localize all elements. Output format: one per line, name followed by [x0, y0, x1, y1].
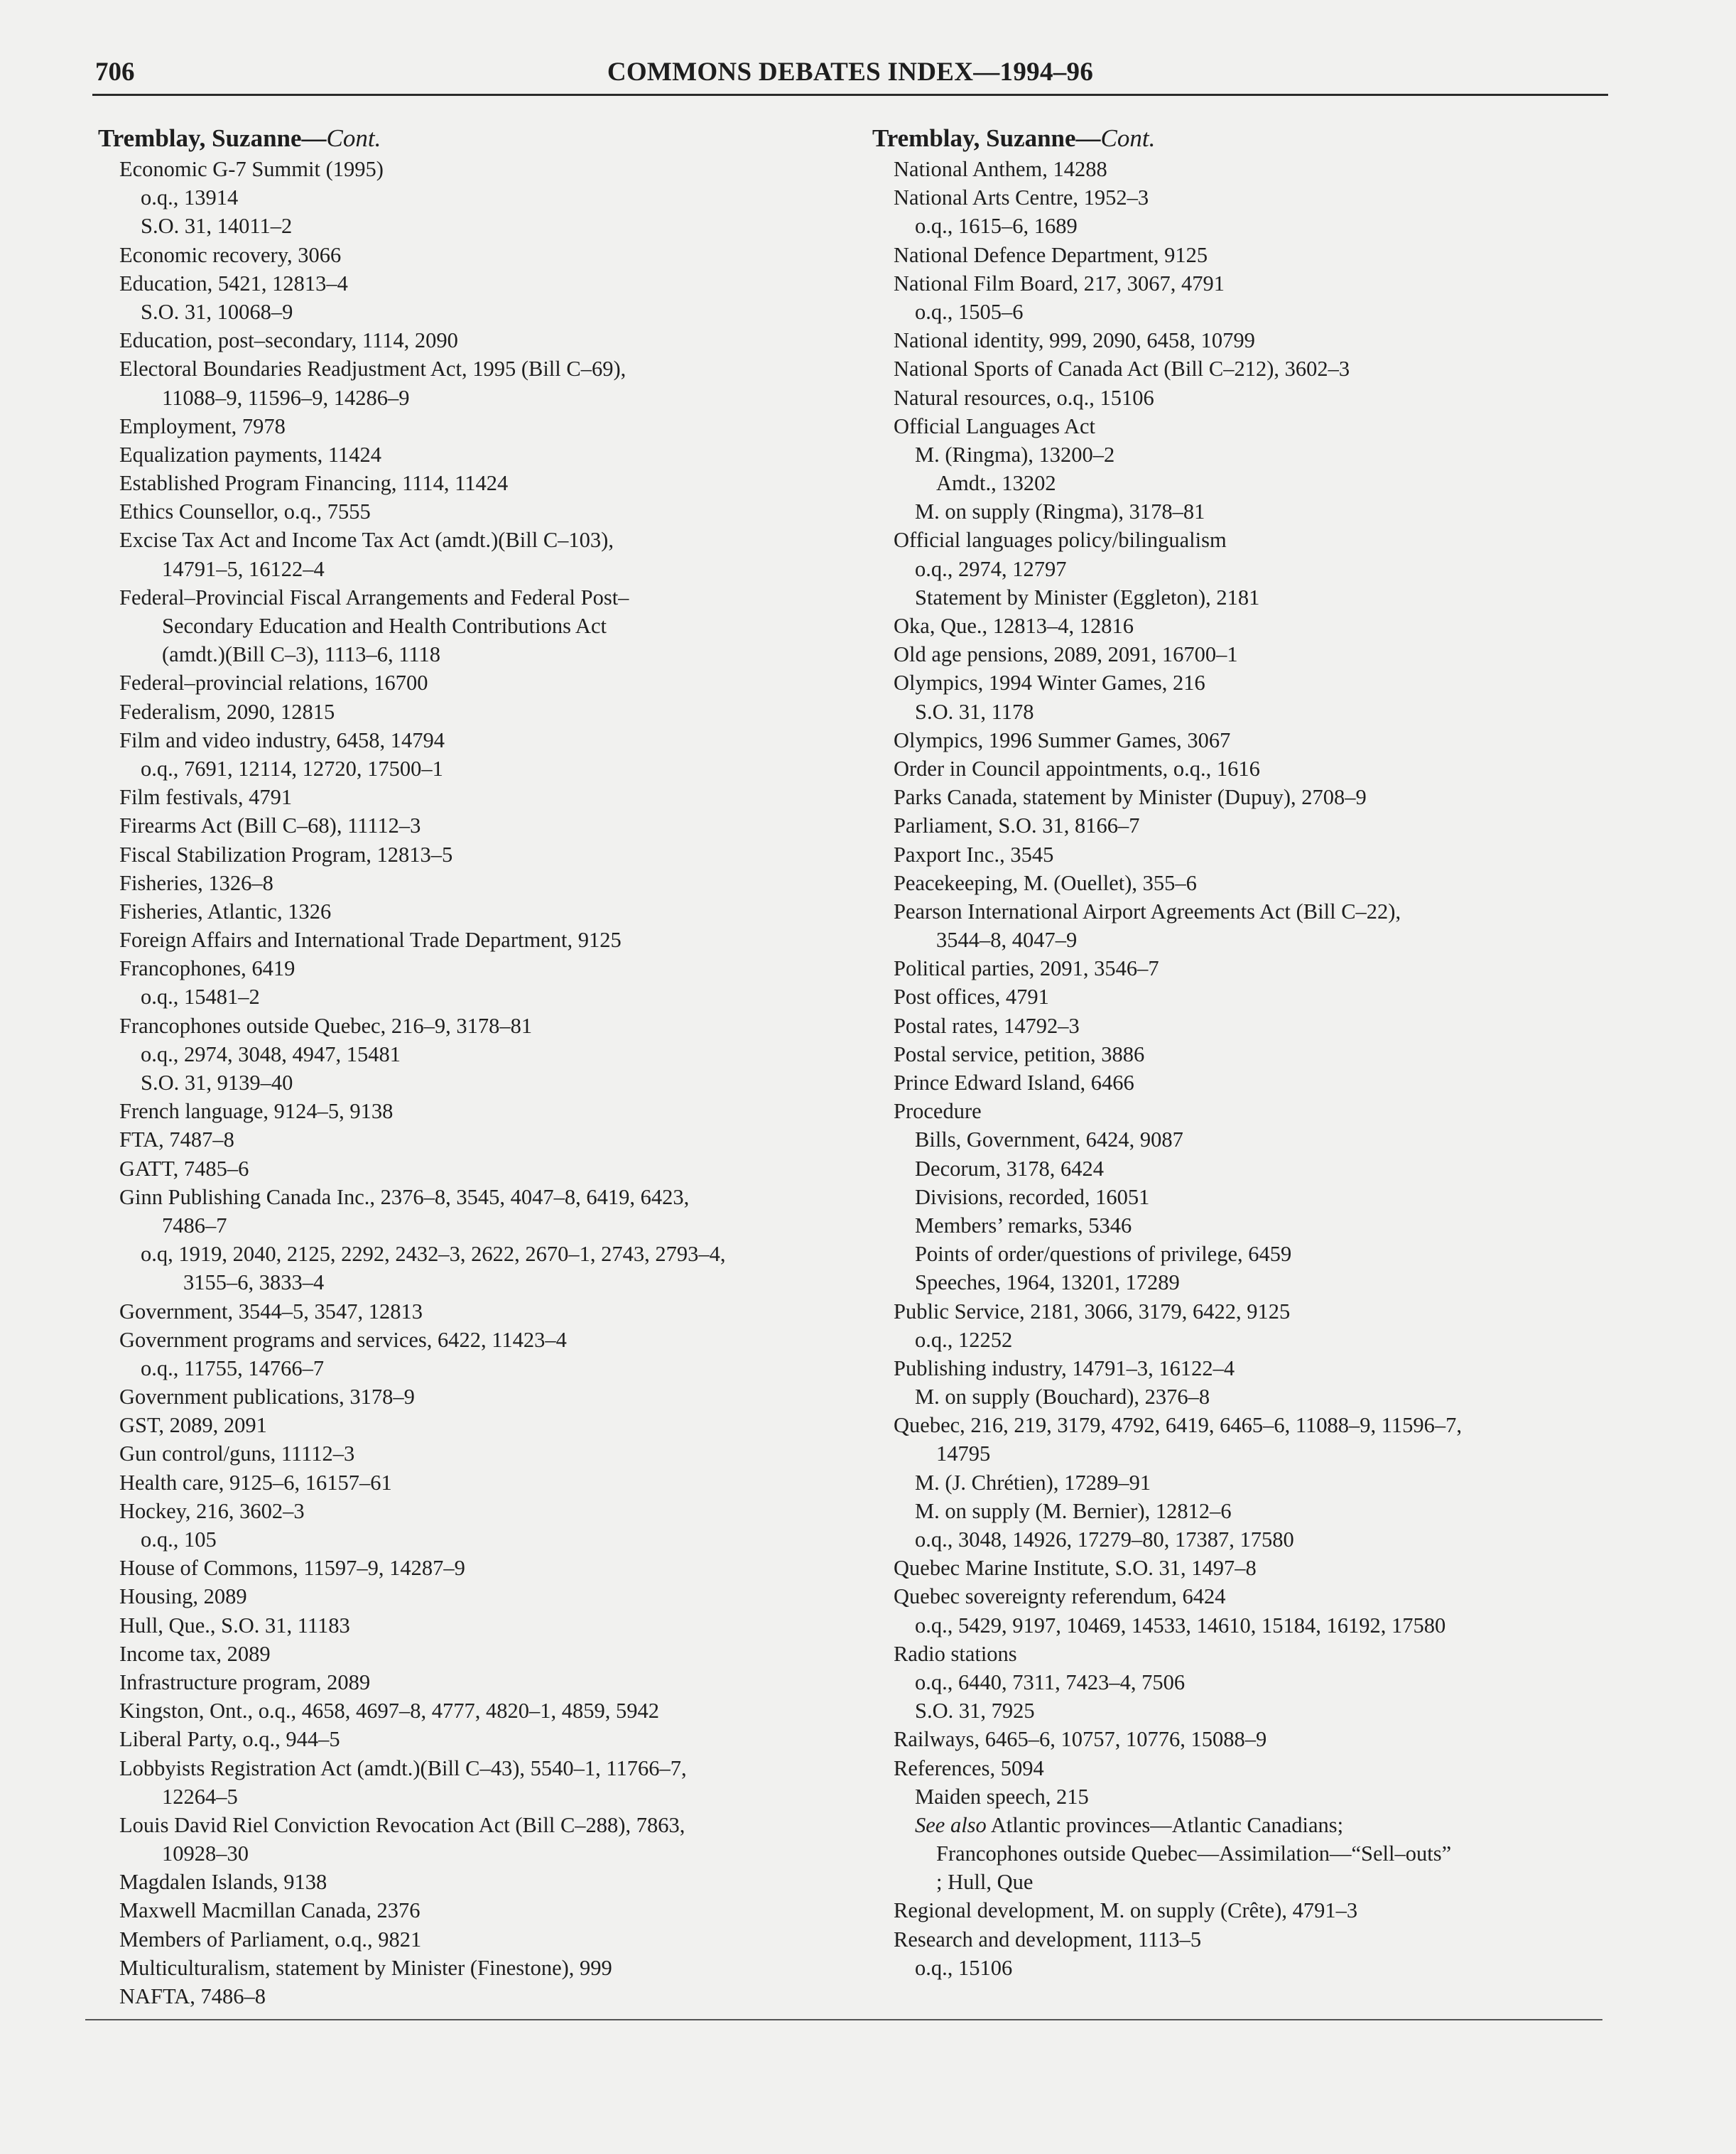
- column-heading: Tremblay, Suzanne—Cont.: [872, 124, 1156, 152]
- index-entry: [98, 811, 830, 840]
- index-entry: [98, 1125, 830, 1154]
- index-entry: [872, 1925, 1604, 1954]
- index-entry: [98, 1896, 830, 1925]
- index-entry: [872, 355, 1604, 383]
- index-entry: [98, 698, 830, 726]
- index-entry: [98, 726, 830, 754]
- index-entry-text: Francophones, 6419: [119, 956, 295, 981]
- index-entry: [98, 1439, 830, 1468]
- index-entry: [872, 497, 1604, 526]
- page-number: 706: [95, 58, 135, 87]
- footer-rule: [85, 2019, 1602, 2020]
- index-entry: [98, 1268, 830, 1297]
- index-entry-text: Magdalen Islands, 9138: [119, 1870, 327, 1895]
- index-entry: [872, 183, 1604, 212]
- index-entry: [98, 469, 830, 497]
- index-entry-text: Film festivals, 4791: [119, 785, 293, 810]
- index-entry: [872, 869, 1604, 897]
- index-entry-text: M. on supply (Bouchard), 2376–8: [915, 1385, 1210, 1409]
- index-entry: [872, 1125, 1604, 1154]
- column-heading: Tremblay, Suzanne—Cont.: [98, 124, 381, 152]
- index-entry: [872, 526, 1604, 554]
- index-entry: [98, 669, 830, 697]
- index-entry-text: S.O. 31, 9139–40: [141, 1071, 293, 1095]
- index-entry: [98, 497, 830, 526]
- index-entry: [98, 1468, 830, 1497]
- index-entry: [98, 1497, 830, 1525]
- index-entry-text: o.q., 105: [141, 1527, 217, 1552]
- index-entry-text: o.q., 6440, 7311, 7423–4, 7506: [915, 1669, 1186, 1694]
- index-entry: [98, 298, 830, 326]
- index-entry-text: Publishing industry, 14791–3, 16122–4: [894, 1355, 1235, 1380]
- index-entry: [872, 1782, 1604, 1811]
- index-entry-text: o.q, 1919, 2040, 2125, 2292, 2432–3, 2622, 2670–1, 2743, 2793–4,: [141, 1242, 726, 1267]
- index-entry: [872, 1725, 1604, 1753]
- index-entry-text: Fiscal Stabilization Program, 12813–5: [119, 842, 453, 867]
- index-entry: [872, 583, 1604, 612]
- index-entry-text: o.q., 1505–6: [915, 299, 1024, 324]
- index-entry-text: M. (Ringma), 13200–2: [915, 442, 1115, 467]
- index-entry-text: Government publications, 3178–9: [119, 1385, 415, 1409]
- index-entry: [98, 555, 830, 583]
- index-entry-text: Secondary Education and Health Contributions Act: [162, 614, 607, 638]
- index-entry: [98, 1754, 830, 1782]
- index-entry-text: Excise Tax Act and Income Tax Act (amdt.)(Bill C–103),: [119, 528, 614, 553]
- index-entry: [98, 1982, 830, 2010]
- index-entry-text: Equalization payments, 11424: [119, 442, 382, 467]
- index-entry: [98, 1725, 830, 1753]
- index-entry: [98, 1097, 830, 1125]
- index-entry: [98, 983, 830, 1011]
- index-entry: [98, 640, 830, 669]
- index-entry-text: Hockey, 216, 3602–3: [119, 1498, 305, 1523]
- index-entry-text: National Sports of Canada Act (Bill C–212), 3602–3: [894, 357, 1350, 381]
- index-entry-text: Pearson International Airport Agreements Act (Bill C–22),: [894, 899, 1401, 924]
- index-entry: [872, 1896, 1604, 1925]
- index-entry-text: Peacekeeping, M. (Ouellet), 355–6: [894, 870, 1197, 895]
- index-entry-text: o.q., 7691, 12114, 12720, 17500–1: [141, 756, 443, 781]
- index-entry-text: Amdt., 13202: [936, 471, 1056, 496]
- index-entry-text: ; Hull, Que: [936, 1870, 1034, 1895]
- index-entry-text: Railways, 6465–6, 10757, 10776, 15088–9: [894, 1727, 1267, 1752]
- index-entry: [872, 241, 1604, 269]
- index-entry-text: Research and development, 1113–5: [894, 1927, 1202, 1952]
- index-entry-text: Economic G-7 Summit (1995): [119, 157, 384, 181]
- index-entry: [98, 1954, 830, 1982]
- index-entry-text: Divisions, recorded, 16051: [915, 1184, 1150, 1209]
- index-entry-text: Federalism, 2090, 12815: [119, 699, 335, 724]
- index-entry-text: Firearms Act (Bill C–68), 11112–3: [119, 813, 421, 838]
- index-entry: [98, 269, 830, 298]
- index-entry: [872, 1297, 1604, 1326]
- index-entry-text: 14791–5, 16122–4: [162, 556, 325, 581]
- index-entry-text: Atlantic provinces—Atlantic Canadians;: [986, 1812, 1344, 1837]
- index-entry-text: Lobbyists Registration Act (amdt.)(Bill C–43), 5540–1, 11766–7,: [119, 1755, 687, 1780]
- index-entry-text: References, 5094: [894, 1755, 1044, 1780]
- index-entry: [98, 1068, 830, 1097]
- index-entry: [872, 669, 1604, 697]
- index-entry: [98, 1811, 830, 1839]
- index-entry-text: Decorum, 3178, 6424: [915, 1156, 1104, 1181]
- index-entry-text: o.q., 12252: [915, 1327, 1013, 1352]
- index-entry: [98, 840, 830, 869]
- index-entry-text: Postal rates, 14792–3: [894, 1013, 1080, 1038]
- index-entry: [98, 926, 830, 954]
- index-entry-text: S.O. 31, 10068–9: [141, 299, 293, 324]
- index-entry-text: National Anthem, 14288: [894, 157, 1107, 181]
- index-entry-text: Francophones outside Quebec—Assimilation—“Sell–outs”: [936, 1841, 1452, 1866]
- index-entry: [98, 1297, 830, 1326]
- index-entry: [872, 326, 1604, 355]
- index-entry-text: Oka, Que., 12813–4, 12816: [894, 614, 1134, 638]
- index-entry: [98, 1868, 830, 1896]
- index-entry: [98, 1611, 830, 1640]
- index-entry: [872, 1582, 1604, 1611]
- index-entry: [872, 1326, 1604, 1354]
- index-entry: [98, 212, 830, 240]
- index-entry-text: Film and video industry, 6458, 14794: [119, 727, 445, 752]
- index-entry-text: National Film Board, 217, 3067, 4791: [894, 271, 1225, 296]
- index-entry-text: Francophones outside Quebec, 216–9, 3178–81: [119, 1013, 533, 1038]
- index-entry: [98, 1696, 830, 1725]
- index-entry-text: Kingston, Ont., o.q., 4658, 4697–8, 4777, 4820–1, 4859, 5942: [119, 1699, 659, 1723]
- index-entry: [98, 183, 830, 212]
- index-entry-text: Ethics Counsellor, o.q., 7555: [119, 499, 371, 524]
- index-entry: [98, 1582, 830, 1611]
- index-entry-text: o.q., 5429, 9197, 10469, 14533, 14610, 15184, 16192, 17580: [915, 1613, 1446, 1638]
- index-entry: [98, 1411, 830, 1439]
- index-entry-text: 12264–5: [162, 1784, 238, 1809]
- index-entry: [98, 1925, 830, 1954]
- index-entry-text: Political parties, 2091, 3546–7: [894, 956, 1159, 981]
- index-entry: [98, 583, 830, 612]
- index-entry: [98, 897, 830, 926]
- index-entry-text: Government programs and services, 6422, 11423–4: [119, 1327, 567, 1352]
- index-entry: [872, 1611, 1604, 1640]
- index-entry-text: Olympics, 1996 Summer Games, 3067: [894, 727, 1231, 752]
- index-entry: [872, 1525, 1604, 1554]
- index-entry: [872, 1382, 1604, 1411]
- index-entry: [872, 1411, 1604, 1439]
- page-header: [92, 57, 1608, 90]
- index-entry-text: o.q., 2974, 12797: [915, 556, 1067, 581]
- index-entry-text: o.q., 11755, 14766–7: [141, 1355, 325, 1380]
- index-entry-text: Foreign Affairs and International Trade Department, 9125: [119, 928, 622, 953]
- index-entry-text: Multiculturalism, statement by Minister (Finestone), 999: [119, 1955, 612, 1980]
- index-entry-text: o.q., 3048, 14926, 17279–80, 17387, 17580: [915, 1527, 1294, 1552]
- index-entry: [872, 1154, 1604, 1183]
- index-entry-text: S.O. 31, 7925: [915, 1699, 1035, 1723]
- index-entry: [98, 412, 830, 440]
- index-entry-text: Federal–Provincial Fiscal Arrangements and Federal Post–: [119, 585, 629, 610]
- index-entry-text: Regional development, M. on supply (Crête), 4791–3: [894, 1898, 1358, 1923]
- index-entry: [872, 1439, 1604, 1468]
- index-entry: [872, 1040, 1604, 1068]
- index-entry: [872, 469, 1604, 497]
- index-entry: [872, 155, 1604, 183]
- index-entry-text: Official languages policy/bilingualism: [894, 528, 1227, 553]
- index-entry-text: o.q., 2974, 3048, 4947, 15481: [141, 1041, 401, 1066]
- index-entry-text: Maxwell Macmillan Canada, 2376: [119, 1898, 421, 1923]
- index-entry: [98, 440, 830, 469]
- index-entry-text: Liberal Party, o.q., 944–5: [119, 1727, 340, 1752]
- index-entry: [872, 1097, 1604, 1125]
- index-entry: [872, 384, 1604, 412]
- index-entry-text: Economic recovery, 3066: [119, 242, 342, 267]
- index-entry: [872, 1696, 1604, 1725]
- index-entry-text: Electoral Boundaries Readjustment Act, 1995 (Bill C–69),: [119, 357, 626, 381]
- index-entry-text: Speeches, 1964, 13201, 17289: [915, 1270, 1180, 1295]
- index-entry-text: Old age pensions, 2089, 2091, 16700–1: [894, 642, 1238, 667]
- index-entry: [872, 612, 1604, 640]
- index-entry: [98, 1240, 830, 1268]
- index-entry-text: o.q., 13914: [141, 185, 239, 210]
- index-entry-text: GATT, 7485–6: [119, 1156, 249, 1181]
- index-entry-text: Parliament, S.O. 31, 8166–7: [894, 813, 1140, 838]
- index-entry: [98, 1839, 830, 1868]
- index-entry: [98, 1640, 830, 1668]
- index-entry: [98, 1554, 830, 1582]
- index-entry: [872, 783, 1604, 811]
- index-entry-text: Established Program Financing, 1114, 11424: [119, 471, 509, 496]
- index-entry-text: French language, 9124–5, 9138: [119, 1099, 394, 1124]
- index-entry-text: 10928–30: [162, 1841, 249, 1866]
- index-entry: [98, 1183, 830, 1211]
- index-entry-text: M. on supply (Ringma), 3178–81: [915, 499, 1205, 524]
- index-entry: [98, 155, 830, 183]
- index-entry-text: Government, 3544–5, 3547, 12813: [119, 1299, 423, 1324]
- index-entry-text: S.O. 31, 1178: [915, 699, 1034, 724]
- index-entry: [872, 1811, 1604, 1839]
- index-entry: [872, 1754, 1604, 1782]
- index-entry: [872, 1211, 1604, 1240]
- index-entry: [872, 1183, 1604, 1211]
- index-entry: [98, 1354, 830, 1382]
- index-entry-text: Olympics, 1994 Winter Games, 216: [894, 671, 1205, 696]
- header-rule: [92, 94, 1608, 96]
- index-entry: [98, 754, 830, 783]
- index-entry-text: o.q., 15481–2: [141, 985, 260, 1010]
- index-entry: [98, 384, 830, 412]
- index-entry-text: Hull, Que., S.O. 31, 11183: [119, 1613, 350, 1638]
- index-entry: [98, 783, 830, 811]
- index-entry-text: Employment, 7978: [119, 413, 286, 438]
- index-entry-text: Post offices, 4791: [894, 985, 1049, 1010]
- index-entry: [872, 1954, 1604, 1982]
- index-entry: [872, 1240, 1604, 1268]
- index-entry-text: Fisheries, 1326–8: [119, 870, 273, 895]
- index-entry: [872, 1468, 1604, 1497]
- index-entry: [872, 1497, 1604, 1525]
- index-entry-text: National identity, 999, 2090, 6458, 10799: [894, 328, 1255, 353]
- index-entry-text: Procedure: [894, 1099, 982, 1124]
- index-entry: [872, 1012, 1604, 1040]
- index-entry-text: National Defence Department, 9125: [894, 242, 1208, 267]
- index-entry-text: Public Service, 2181, 3066, 3179, 6422, 9125: [894, 1299, 1291, 1324]
- index-entry-text: Points of order/questions of privilege, 6459: [915, 1242, 1292, 1267]
- index-entry-text: Prince Edward Island, 6466: [894, 1071, 1134, 1095]
- index-entry: [98, 1040, 830, 1068]
- index-entry-text: Postal service, petition, 3886: [894, 1041, 1145, 1066]
- index-entry: [98, 1782, 830, 1811]
- index-entry-text: Income tax, 2089: [119, 1641, 271, 1666]
- index-entry-text: o.q., 1615–6, 1689: [915, 214, 1078, 239]
- index-entry-text: Federal–provincial relations, 16700: [119, 671, 428, 696]
- index-entry: [872, 1640, 1604, 1668]
- index-entry-text: (amdt.)(Bill C–3), 1113–6, 1118: [162, 642, 440, 667]
- index-entry: [98, 1326, 830, 1354]
- index-entry: [98, 355, 830, 383]
- index-entry: [98, 326, 830, 355]
- index-entry-text: Natural resources, o.q., 15106: [894, 385, 1154, 410]
- index-entry: [98, 1382, 830, 1411]
- index-entry: [872, 1554, 1604, 1582]
- index-entry: [98, 241, 830, 269]
- index-entry-text: Radio stations: [894, 1641, 1017, 1666]
- index-entry: [98, 1525, 830, 1554]
- index-entry: [872, 1068, 1604, 1097]
- page-title: COMMONS DEBATES INDEX—1994–96: [607, 58, 1094, 87]
- index-entry: [98, 954, 830, 983]
- index-entry: [872, 440, 1604, 469]
- see-also-label: See also: [915, 1812, 987, 1837]
- index-entry-text: Fisheries, Atlantic, 1326: [119, 899, 332, 924]
- index-entry: [872, 555, 1604, 583]
- index-entry: [98, 1154, 830, 1183]
- index-entry-text: Paxport Inc., 3545: [894, 842, 1054, 867]
- index-entry-text: Gun control/guns, 11112–3: [119, 1441, 355, 1466]
- index-entry-text: National Arts Centre, 1952–3: [894, 185, 1149, 210]
- index-column-right: [872, 122, 1604, 1982]
- index-entry-text: Statement by Minister (Eggleton), 2181: [915, 585, 1260, 610]
- index-entry: [872, 811, 1604, 840]
- index-entry-text: NAFTA, 7486–8: [119, 1984, 266, 2008]
- index-entry: [872, 926, 1604, 954]
- index-entry: [872, 954, 1604, 983]
- index-entry-text: M. on supply (M. Bernier), 12812–6: [915, 1498, 1232, 1523]
- index-entry-text: 14795: [936, 1441, 991, 1466]
- index-entry-text: 11088–9, 11596–9, 14286–9: [162, 385, 410, 410]
- index-entry-text: Order in Council appointments, o.q., 1616: [894, 756, 1260, 781]
- index-entry: [98, 1012, 830, 1040]
- index-entry-text: Infrastructure program, 2089: [119, 1669, 371, 1694]
- index-entry: [98, 869, 830, 897]
- index-entry-text: M. (J. Chrétien), 17289–91: [915, 1470, 1151, 1495]
- index-entry-text: Education, post–secondary, 1114, 2090: [119, 328, 458, 353]
- index-entry-text: Health care, 9125–6, 16157–61: [119, 1470, 392, 1495]
- index-entry-text: 3544–8, 4047–9: [936, 928, 1078, 953]
- index-entry-text: 7486–7: [162, 1213, 227, 1238]
- index-entry-text: o.q., 15106: [915, 1955, 1013, 1980]
- index-entry-text: Quebec Marine Institute, S.O. 31, 1497–8: [894, 1556, 1257, 1581]
- index-entry: [872, 983, 1604, 1011]
- index-entry-text: Housing, 2089: [119, 1584, 247, 1609]
- index-entry: [872, 1839, 1604, 1868]
- index-entry-text: House of Commons, 11597–9, 14287–9: [119, 1556, 465, 1581]
- index-entry-text: Ginn Publishing Canada Inc., 2376–8, 3545, 4047–8, 6419, 6423,: [119, 1184, 690, 1209]
- index-entry: [872, 212, 1604, 240]
- index-entry: [872, 1868, 1604, 1896]
- index-entry-text: Maiden speech, 215: [915, 1784, 1089, 1809]
- index-entry: [872, 1354, 1604, 1382]
- index-entry: [872, 298, 1604, 326]
- index-entry: [872, 269, 1604, 298]
- index-entry: [872, 412, 1604, 440]
- index-entry-text: Education, 5421, 12813–4: [119, 271, 348, 296]
- index-entry: [872, 698, 1604, 726]
- index-entry: [872, 726, 1604, 754]
- index-entry: [98, 526, 830, 554]
- index-entry: [872, 840, 1604, 869]
- index-entry: [872, 897, 1604, 926]
- index-entry-text: Louis David Riel Conviction Revocation Act (Bill C–288), 7863,: [119, 1812, 685, 1837]
- index-entry-text: Members’ remarks, 5346: [915, 1213, 1132, 1238]
- index-entry: [98, 612, 830, 640]
- index-entry: [872, 640, 1604, 669]
- index-entry-text: Quebec, 216, 219, 3179, 4792, 6419, 6465–6, 11088–9, 11596–7,: [894, 1413, 1462, 1438]
- index-entry-text: Members of Parliament, o.q., 9821: [119, 1927, 422, 1952]
- index-entry-text: Bills, Government, 6424, 9087: [915, 1127, 1183, 1152]
- index-entry: [872, 754, 1604, 783]
- index-entry: [872, 1268, 1604, 1297]
- index-entry-text: GST, 2089, 2091: [119, 1413, 267, 1438]
- index-entry-text: Official Languages Act: [894, 413, 1096, 438]
- index-entry-text: Quebec sovereignty referendum, 6424: [894, 1584, 1226, 1609]
- index-entry: [872, 1668, 1604, 1696]
- index-entry-text: S.O. 31, 14011–2: [141, 214, 293, 239]
- index-entry: [98, 1211, 830, 1240]
- index-entry-text: FTA, 7487–8: [119, 1127, 234, 1152]
- index-column-left: [98, 122, 830, 2010]
- index-entry-text: Parks Canada, statement by Minister (Dupuy), 2708–9: [894, 785, 1367, 810]
- index-entry-text: 3155–6, 3833–4: [183, 1270, 325, 1295]
- index-entry: [98, 1668, 830, 1696]
